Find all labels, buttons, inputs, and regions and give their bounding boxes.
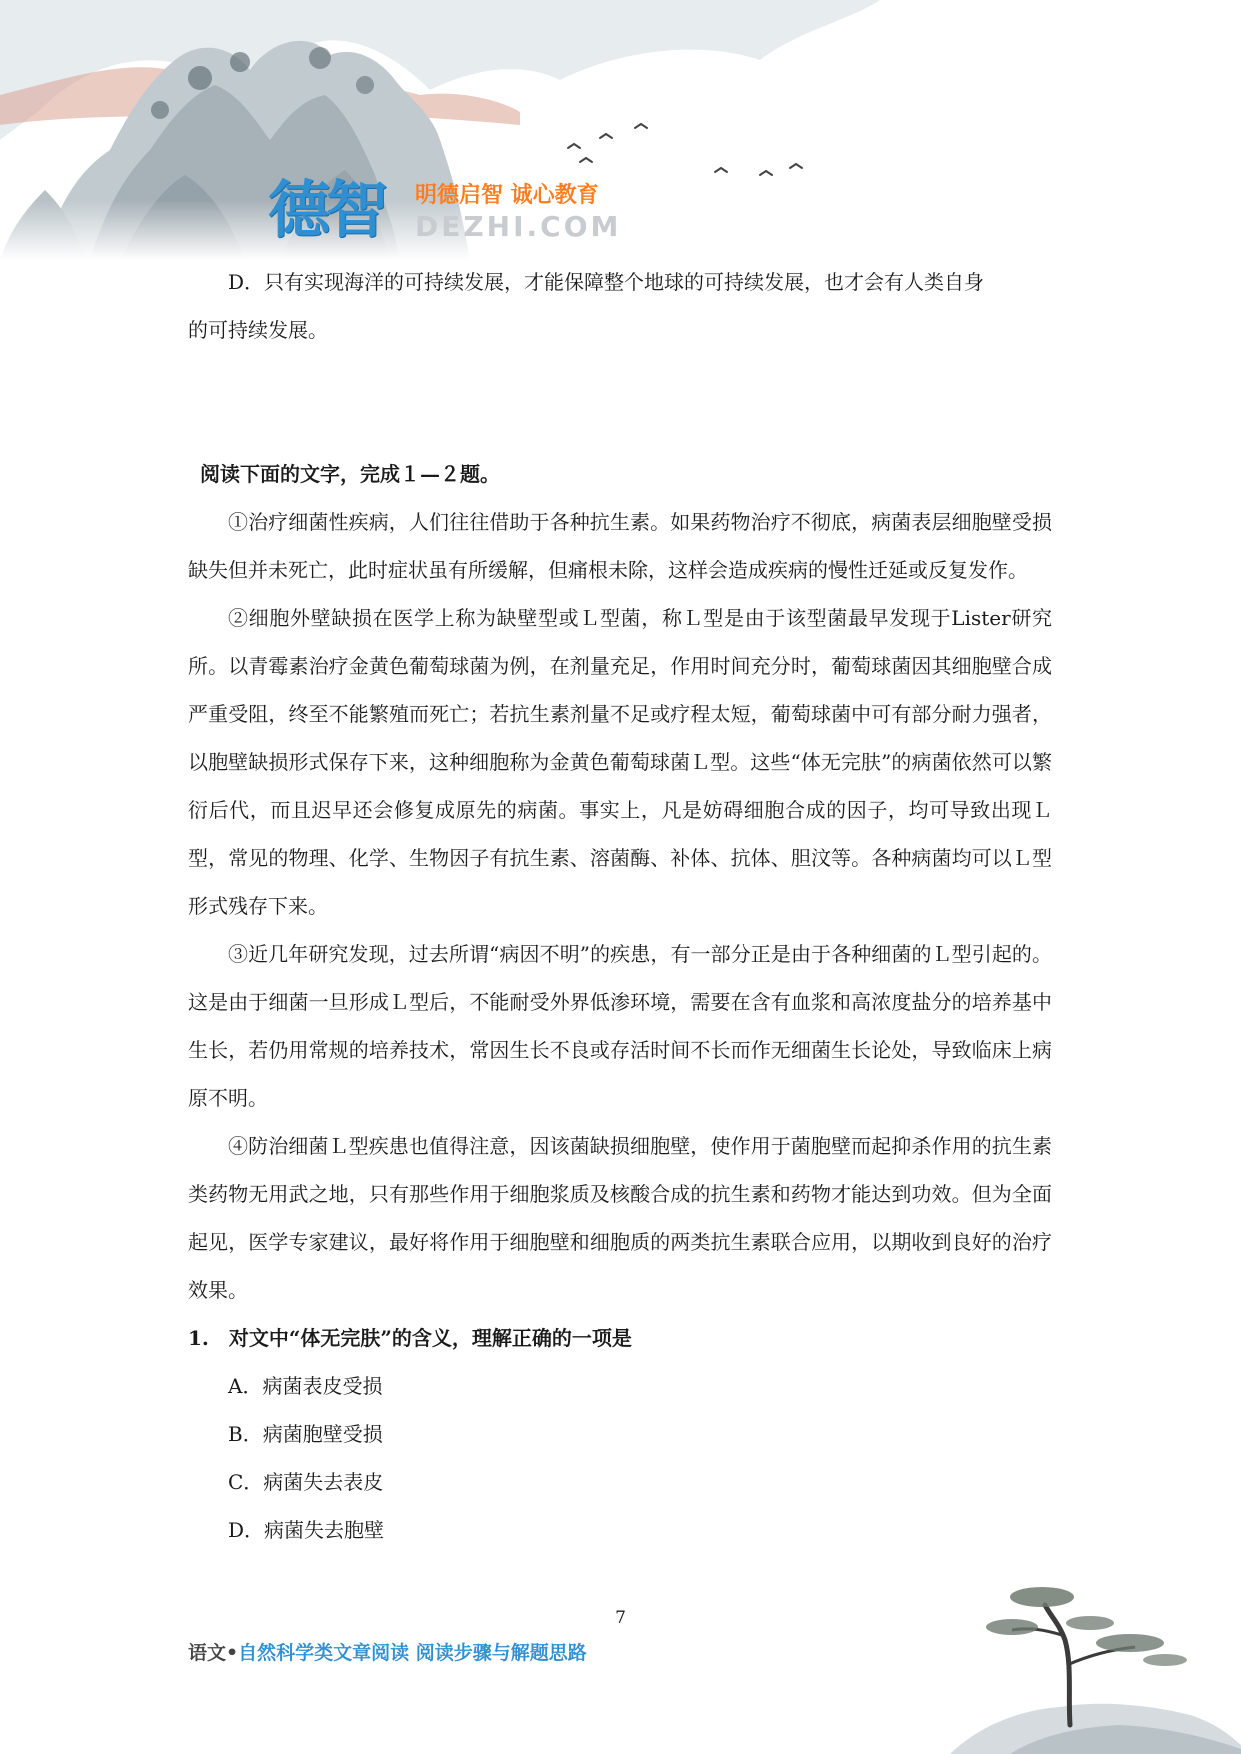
paragraph-3: ③近几年研究发现，过去所谓“病因不明”的疾患，有一部分正是由于各种细菌的Ｌ型引起的。这是由于细菌一旦形成Ｌ型后，不能耐受外界低渗环境，需要在含有血浆和高浓度盐分的培养基中生长，若仍用常规的培养技术，常因生长不良或存活时间不长而作无细菌生长论处，导致临床上病原不明。 [188,942,1052,1110]
paragraph-2: ②细胞外壁缺损在医学上称为缺壁型或Ｌ型菌，称Ｌ型是由于该型菌最早发现于Lister研究所。以青霉素治疗金黄色葡萄球菌为例，在剂量充足，作用时间充分时，葡萄球菌因其细胞壁合成严重受阻，终至不能繁殖而死亡；若抗生素剂量不足或疗程太短，葡萄球菌中可有部分耐力强者，以胞壁缺损形式保存下来，这种细胞称为金黄色葡萄球菌Ｌ型。这些“体无完肤”的病菌依然可以繁衍后代，而且迟早还会修复成原先的病菌。事实上，凡是妨碍细胞合成的因子，均可导致出现Ｌ型，常见的物理、化学、生物因子有抗生素、溶菌酶、补体、抗体、胆汶等。各种病菌均可以Ｌ型形式残存下来。 [188,606,1052,918]
question-1-option-b: B．病菌胞壁受损 [228,1422,383,1446]
footer-separator: • [226,1642,239,1664]
paragraph-4: ④防治细菌Ｌ型疾患也值得注意，因该菌缺损细胞壁，使作用于菌胞壁而起抑杀作用的抗生素类药物无用武之地，只有那些作用于细胞浆质及核酸合成的抗生素和药物才能达到功效。但为全面起见，医学专家建议，最好将作用于细胞壁和细胞质的两类抗生素联合应用，以期收到良好的治疗效果。 [188,1134,1052,1302]
footer-title [188,1638,587,1665]
question-1-option-c: C．病菌失去表皮 [228,1470,384,1494]
page-number: 7 [615,1608,626,1628]
footer-subject: 语文 [188,1642,227,1664]
logo-slogan: 明德启智 诚心教育 [415,183,599,208]
question-1-stem: 1. 对文中“体无完肤”的含义，理解正确的一项是 [188,1326,632,1350]
paragraph-1: ①治疗细菌性疾病，人们往往借助于各种抗生素。如果药物治疗不彻底，病菌表层细胞壁受损缺失但并未死亡，此时症状虽有所缓解，但痛根未除，这样会造成疾病的慢性迁延或反复发作。 [188,510,1052,582]
document-body [188,258,1052,1554]
logo-domain: DEZHI.COM [415,210,622,243]
section-title: 阅读下面的文字，完成１—２题。 [200,462,500,486]
logo-mark: 德智 [268,173,385,246]
footer-pine-illustration [950,1535,1241,1754]
previous-option-d-line2: 的可持续发展。 [188,318,328,342]
section-spacer [188,354,1052,450]
previous-option-d-line1: D．只有实现海洋的可持续发展，才能保障整个地球的可持续发展，也才会有人类自身 [228,270,985,294]
question-1-option-d: D．病菌失去胞壁 [228,1518,385,1542]
footer-topic: 自然科学类文章阅读 阅读步骤与解题思路 [238,1642,587,1664]
brand-logo [268,170,628,250]
previous-option-d [188,258,1052,354]
question-1-option-a: A．病菌表皮受损 [228,1374,383,1398]
